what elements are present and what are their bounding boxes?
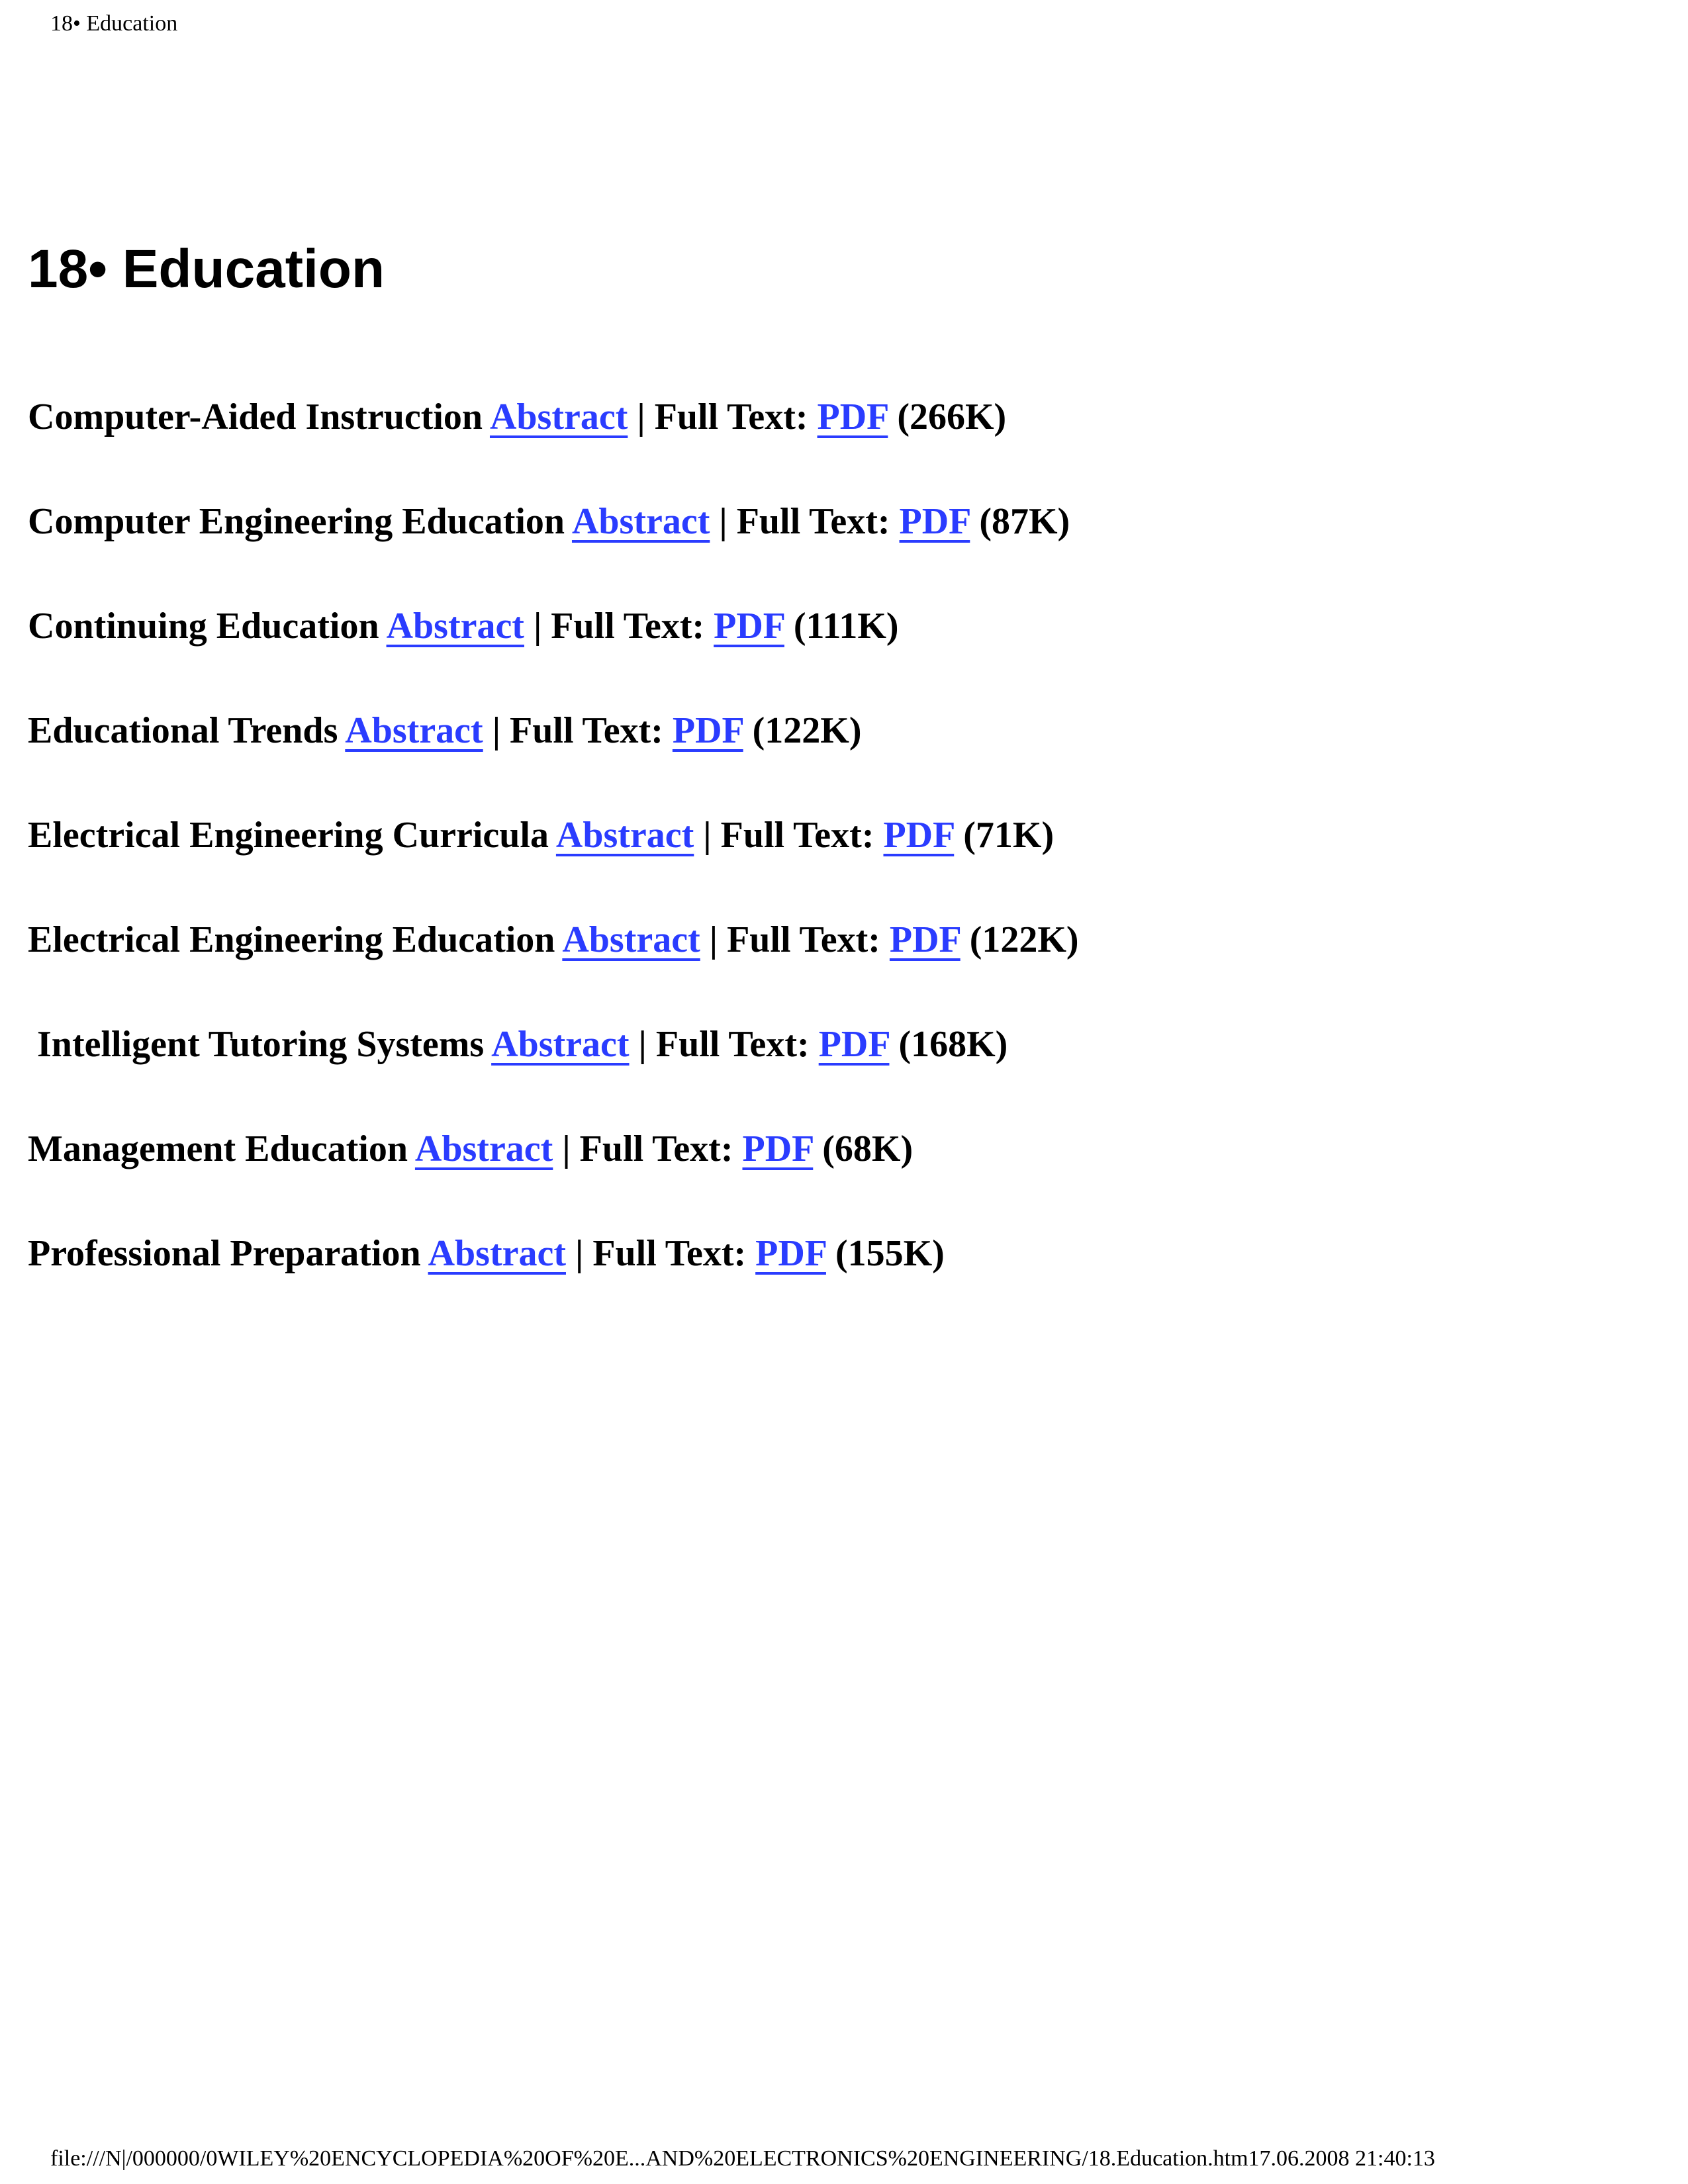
entry-title: Educational Trends (28, 710, 338, 751)
separator: | (703, 815, 712, 856)
pdf-link[interactable]: PDF (889, 919, 961, 960)
file-size: (111K) (793, 606, 899, 647)
entry-title: Electrical Engineering Curricula (28, 815, 549, 856)
separator: | (533, 606, 542, 647)
file-size: (168K) (898, 1024, 1008, 1065)
list-item (28, 390, 1006, 443)
full-text-label: Full Text: (720, 815, 874, 856)
full-text-label: Full Text: (727, 919, 880, 960)
file-size: (122K) (969, 919, 1079, 960)
full-text-label: Full Text: (654, 396, 808, 437)
separator: | (719, 501, 727, 542)
entry-title: Professional Preparation (28, 1233, 421, 1274)
list-item (28, 809, 1054, 862)
separator: | (709, 919, 718, 960)
abstract-link[interactable]: Abstract (489, 396, 628, 437)
entry-title: Electrical Engineering Education (28, 919, 555, 960)
list-item (28, 1122, 913, 1175)
pdf-link[interactable]: PDF (817, 396, 888, 437)
page-title: 18• Education (28, 239, 385, 299)
pdf-link[interactable]: PDF (818, 1024, 890, 1065)
entry-title: Computer-Aided Instruction (28, 396, 483, 437)
full-text-label: Full Text: (510, 710, 663, 751)
full-text-label: Full Text: (551, 606, 705, 647)
file-size: (68K) (822, 1128, 914, 1169)
pdf-link[interactable]: PDF (714, 606, 784, 647)
entry-title: Computer Engineering Education (28, 501, 565, 542)
abstract-link[interactable]: Abstract (555, 815, 694, 856)
list-item (28, 913, 1079, 966)
list-item (28, 600, 899, 653)
file-size: (155K) (835, 1233, 945, 1274)
entry-title: Intelligent Tutoring Systems (28, 1024, 485, 1065)
list-item (28, 1227, 945, 1280)
full-text-label: Full Text: (592, 1233, 747, 1274)
pdf-link[interactable]: PDF (899, 501, 970, 542)
abstract-link[interactable]: Abstract (386, 606, 524, 647)
separator: | (637, 396, 645, 437)
entry-title: Continuing Education (28, 606, 379, 647)
list-item (28, 495, 1070, 548)
pdf-link[interactable]: PDF (755, 1233, 826, 1274)
entry-title: Management Education (28, 1128, 408, 1169)
abstract-link[interactable]: Abstract (491, 1024, 630, 1065)
pdf-link[interactable]: PDF (883, 815, 955, 856)
file-size: (266K) (897, 396, 1007, 437)
pdf-link[interactable]: PDF (672, 710, 743, 751)
abstract-link[interactable]: Abstract (414, 1128, 553, 1169)
separator: | (492, 710, 501, 751)
separator: | (562, 1128, 571, 1169)
full-text-label: Full Text: (655, 1024, 810, 1065)
full-text-label: Full Text: (579, 1128, 733, 1169)
list-item (28, 704, 862, 757)
list-item (28, 1018, 1008, 1071)
separator: | (575, 1233, 584, 1274)
abstract-link[interactable]: Abstract (345, 710, 483, 751)
file-size: (71K) (963, 815, 1055, 856)
full-text-label: Full Text: (736, 501, 890, 542)
abstract-link[interactable]: Abstract (562, 919, 700, 960)
abstract-link[interactable]: Abstract (428, 1233, 566, 1274)
footer-file-path: file:///N|/000000/0WILEY%20ENCYCLOPEDIA%20OF%20E...AND%20ELECTRONICS%20ENGINEERING/18.Education.htm17.06.2008 21:40:13 (50, 2146, 1435, 2171)
file-size: (122K) (752, 710, 862, 751)
abstract-link[interactable]: Abstract (571, 501, 710, 542)
file-size: (87K) (979, 501, 1070, 542)
pdf-link[interactable]: PDF (742, 1128, 814, 1169)
running-header: 18• Education (50, 11, 178, 36)
separator: | (638, 1024, 647, 1065)
